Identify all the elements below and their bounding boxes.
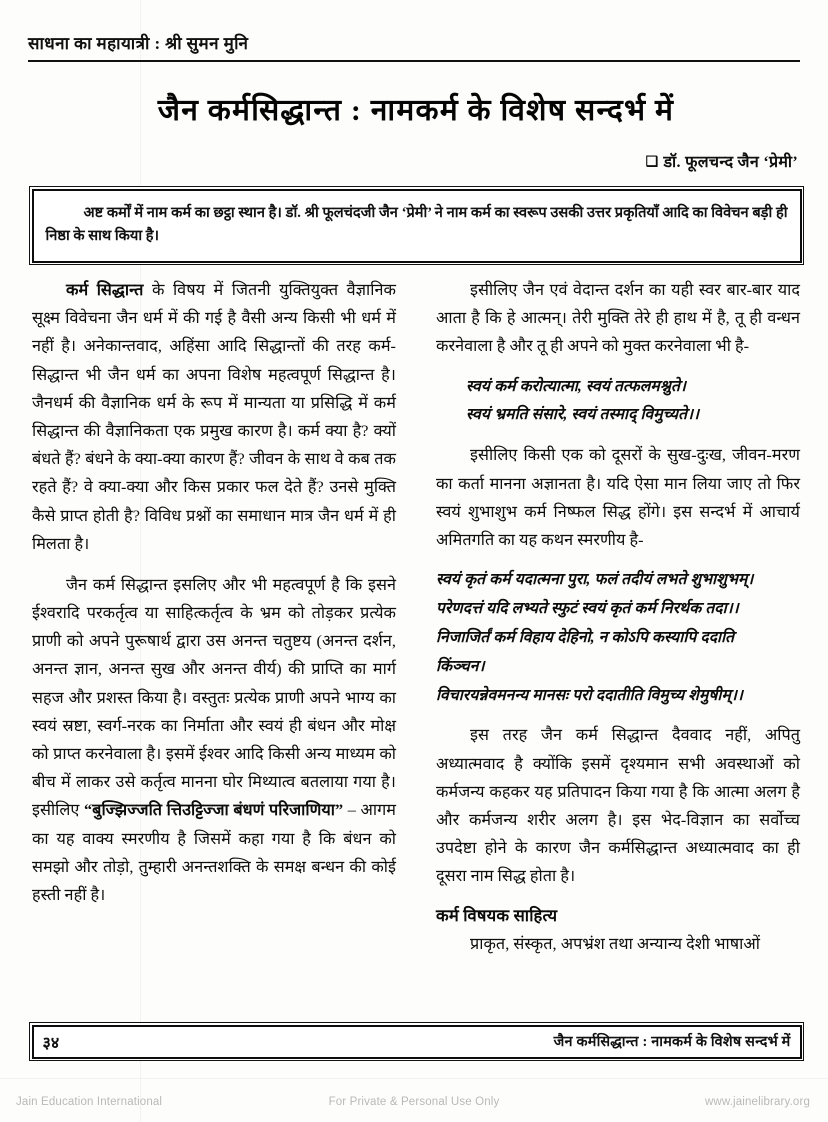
section-subheading: कर्म विषयक साहित्य <box>436 905 558 925</box>
verse-line: किंञ्चन। <box>436 657 485 675</box>
paragraph-text: – आगम का यह वाक्य स्मरणीय है जिसमें कहा गया है कि बंधन को समझो और तोड़ो, तुम्हारी अनन्तशक्ति के समक्ष बन्धन की कोई हस्ती नहीं है। <box>32 801 397 904</box>
paragraph: इसीलिए जैन एवं वेदान्त दर्शन का यही स्वर बार-बार याद आता है कि हे आत्मन्। तेरी मुक्ति तेरे ही हाथ में है, तू ही वन्धन करनेवाला है और तू ही अपने को मुक्त करनेवाला भी है- <box>436 281 800 356</box>
right-column <box>436 276 800 959</box>
page-title: जैन कर्मसिद्धान्त : नामकर्म के विशेष सन्दर्भ में <box>157 94 675 127</box>
left-column <box>32 276 396 909</box>
paragraph <box>32 571 396 909</box>
square-bullet-icon: ❑ <box>645 155 659 170</box>
page-number: ३४ <box>42 1034 60 1052</box>
verse-line: परेणदत्तं यदि लभ्यते स्फुटं स्वयं कृतं कर्म निरर्थक तदा।। <box>436 599 739 617</box>
article-byline <box>646 150 798 172</box>
page-footer-inner-border <box>32 1025 802 1059</box>
watermark-website[interactable]: www.jainelibrary.org <box>704 1095 810 1108</box>
abstract-box <box>29 186 804 265</box>
paragraph-text: के विषय में जितनी युक्तियुक्त वैज्ञानिक सूक्ष्म विवेचना जैन धर्म में की गई है वैसी अन्य किसी भी धर्म में नहीं है। अनेकान्तवाद, अहिंसा आदि सिद्धान्तों की तरह कर्म-सिद्धान्त भी जैन धर्म का अपना विशेष महत्वपूर्ण सिद्धान्त है। जैनधर्म की वैज्ञानिक धर्म के रूप में मान्यता या प्रसिद्धि में कर्म सिद्धान्त की वैज्ञानिकता एक प्रमुख कारण है। कर्म क्या है? क्यों बंधते हैं? बंधने के क्या-क्या कारण हैं? जीवन के साथ वे कब तक रहते हैं? वे क्या-क्या और किस प्रकार फल देते हैं? उनसे मुक्ति कैसे प्राप्त होती है? विविध प्रश्नों का समाधान मात्र जैन धर्म में ही मिलता है। <box>32 281 397 553</box>
verse-line: स्वयं भ्रमति संसारे, स्वयं तस्माद् विमुच्यते।। <box>466 406 700 424</box>
verse-line: स्वयं कर्म करोत्यात्मा, स्वयं तत्फलमश्नुते। <box>466 377 686 395</box>
paragraph-lead-in: कर्म सिद्धान्त <box>66 281 144 299</box>
prakrit-quotation: “बुज्झिज्जति त्तिउट्टिज्जा बंधणं परिजाणिया” <box>84 801 344 820</box>
verse-line: निजाजिर्तं कर्म विहाय देहिनो, न कोऽपि कस्यापि ददाति <box>436 628 735 646</box>
page-footer-box <box>29 1022 804 1061</box>
watermark-organization: Jain Education International <box>16 1095 163 1108</box>
abstract-text: अष्ट कर्मों में नाम कर्म का छट्ठा स्थान है। डॉ. श्री फूलचंदजी जैन ‘प्रेमी’ ने नाम कर्म का स्वरूप उसकी उत्तर प्रकृतियाँ आदि का विवेचन बड़ी ही निष्ठा के साथ किया है। <box>45 204 788 245</box>
paragraph-text: जैन कर्म सिद्धान्त इसलिए और भी महत्वपूर्ण है कि इसने ईश्वरादि परकर्तृत्व या साहित्कर्तृत्व के भ्रम को तोड़कर प्रत्येक प्राणी को अपने पुरूषार्थ द्वारा उस अनन्त चतुष्टय (अनन्त दर्शन, अनन्त ज्ञान, अनन्त सुख और अनन्त वीर्य) की प्राप्ति का मार्ग सहज और प्रशस्त किया है। वस्तुतः प्रत्येक प्राणी अपने भाग्य का स्वयं स्रष्टा, स्वर्ग-नरक का निर्माता और स्वयं ही बंधन और मोक्ष को प्राप्त करनेवाला है। इसमें ईश्वर आदि किसी अन्य माध्यम को बीच में लाकर उसे कर्तृत्व मानना घोर मिथ्यात्व बतलाया गया है। इसीलिए <box>32 575 396 820</box>
scan-artifact-line <box>0 1078 828 1079</box>
paragraph: प्राकृत, संस्कृत, अपभ्रंश तथा अन्यान्य देशी भाषाओं <box>470 935 760 954</box>
running-head-rule <box>28 60 800 62</box>
verse-block <box>436 567 800 708</box>
footer-article-title: जैन कर्मसिद्धान्त : नामकर्म के विशेष सन्दर्भ में <box>553 1034 791 1050</box>
verse-line: स्वयं कृतं कर्म यदात्मना पुरा, फलं तदीयं लभते शुभाशुभम्। <box>436 571 754 589</box>
paragraph: इस तरह जैन कर्म सिद्धान्त दैववाद नहीं, अपितु अध्यात्मवाद है क्योंकि इसमें दृश्यमान सभी अवस्थाओं को कर्मजन्य कहकर यह प्रतिपादन किया गया है कि आत्मा अलग है और कर्मजन्य शरीर अलग है। इस भेद-विज्ञान का सर्वोच्च उपदेष्टा होने के कारण जैन कर्मसिद्धान्त अध्यात्मवाद का ही दूसरा नाम सिद्ध होता है। <box>436 726 800 886</box>
abstract-inner-border <box>32 189 802 263</box>
running-head-text: साधना का महायात्री : श्री सुमन मुनि <box>28 34 249 53</box>
watermark-strip <box>0 1081 828 1122</box>
body-columns <box>32 276 800 996</box>
paragraph <box>32 276 396 558</box>
watermark-usage-notice: For Private & Personal Use Only <box>328 1095 500 1108</box>
paragraph: इसीलिए किसी एक को दूसरों के सुख-दुःख, जीवन-मरण का कर्ता मानना अज्ञानता है। यदि ऐसा मान लिया जाए तो फिर स्वयं शुभाशुभ कर्म निष्फल सिद्ध होंगे। इस सन्दर्भ में आचार्य अमितगति का यह कथन स्मरणीय है- <box>436 446 800 549</box>
verse-block <box>436 374 800 429</box>
running-head <box>28 34 800 62</box>
verse-line: विचारयन्नेवमनन्य मानसः परो ददातीति विमुच्य शेमुषीम्।। <box>436 686 743 704</box>
author-name: डॉ. फूलचन्द जैन ‘प्रेमी’ <box>663 154 798 171</box>
